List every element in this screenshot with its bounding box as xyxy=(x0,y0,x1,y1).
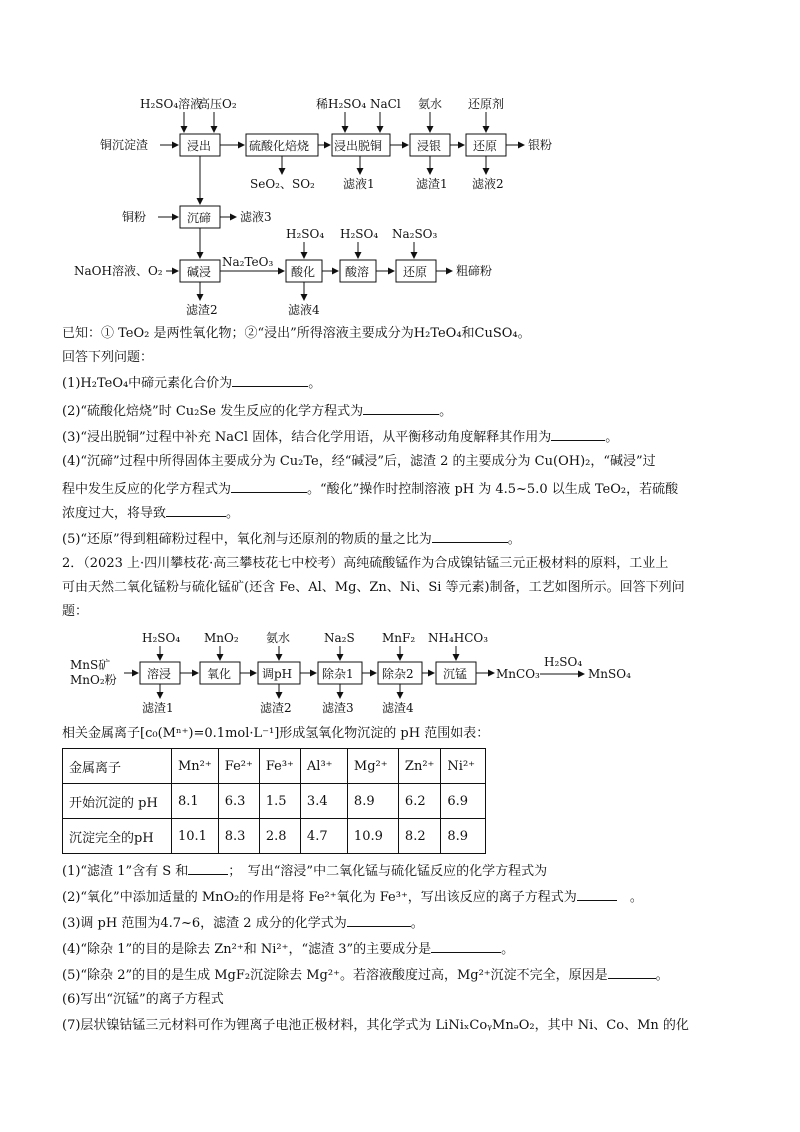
q2-item-2-text: (2)“氧化”中添加适量的 MnO₂的作用是将 Fe²⁺氧化为 Fe³⁺，写出该反应的离子方程式为 xyxy=(62,890,577,905)
answer-blank[interactable] xyxy=(551,428,605,441)
reagent-h2so4-solution: H₂SO₄溶液 xyxy=(140,97,203,111)
header-cell: Zn²⁺ xyxy=(398,749,440,784)
q1-known: 已知：① TeO₂ 是两性氧化物；②“浸出”所得溶液主要成分为H₂TeO₄和CuSO₄。 xyxy=(62,326,531,341)
reagent-ammonia: 氨水 xyxy=(418,97,443,111)
row-label: 沉淀完全的pH xyxy=(63,819,172,854)
q1-item-1 xyxy=(62,374,742,392)
q1-item-5-text: (5)“还原”得到粗碲粉过程中，氧化剂与还原剂的物质的量之比为 xyxy=(62,532,432,547)
flow1-product: 银粉 xyxy=(528,138,553,152)
reagent-copper-powder: 铜粉 xyxy=(122,210,147,224)
flowchart-tellurium xyxy=(0,90,800,320)
answer-blank[interactable] xyxy=(232,374,308,387)
q1-item-4-text: (4)“沉碲”过程中所得固体主要成分为 Cu₂Te，经“碱浸”后，滤渣 2 的主要成分为 Cu(OH)₂，“碱浸”过 xyxy=(62,454,656,469)
q2-item-7 xyxy=(62,1018,742,1034)
table-row xyxy=(63,784,486,819)
q1-item-5 xyxy=(62,530,742,548)
byproduct-filtrate-3: 滤液3 xyxy=(240,210,272,224)
intermediate-na2teo3: Na₂TeO₃ xyxy=(222,255,274,269)
q2-item-1-cont: ； 写出“溶浸”中二氧化锰与硫化锰反应的化学方程式为 xyxy=(228,864,548,879)
answer-blank[interactable] xyxy=(166,504,226,517)
step-leach-decopper: 浸出脱铜 xyxy=(334,139,383,153)
step-alkali-leach: 碱浸 xyxy=(187,265,212,279)
residue-1: 滤渣1 xyxy=(142,701,174,715)
step-reduce: 还原 xyxy=(473,139,498,153)
table-header-row xyxy=(63,749,486,784)
step-oxidize: 氧化 xyxy=(207,667,232,681)
residue-3: 滤渣3 xyxy=(322,701,354,715)
header-cell: Al³⁺ xyxy=(300,749,347,784)
byproduct-filtrate-4: 滤液4 xyxy=(288,303,320,317)
reagent-mnf2: MnF₂ xyxy=(382,631,416,645)
table-cell: 6.3 xyxy=(218,784,259,819)
q1-item-4 xyxy=(62,454,742,470)
q1-intro: 回答下列问题： xyxy=(62,350,154,365)
feed-mno2-powder: MnO₂粉 xyxy=(70,673,117,687)
q2-item-4-text: (4)“除杂 1”的目的是除去 Zn²⁺和 Ni²⁺，“滤渣 3”的主要成分是 xyxy=(62,942,432,957)
byproduct-residue-2: 滤渣2 xyxy=(186,303,218,317)
step-precipitate-te: 沉碲 xyxy=(187,211,212,225)
table-cell: 1.5 xyxy=(259,784,300,819)
table-cell: 4.7 xyxy=(300,819,347,854)
step-precipitate-mn: 沉锰 xyxy=(443,667,468,681)
reagent-nh4hco3: NH₄HCO₃ xyxy=(428,631,489,645)
table-cell: 8.2 xyxy=(398,819,440,854)
q2-item-3-end: 。 xyxy=(410,916,424,931)
q1-item-4c-end: 。 xyxy=(226,506,240,521)
q1-item-3-text: (3)“浸出脱铜”过程中补充 NaCl 固体，结合化学用语，从平衡移动角度解释其作用为 xyxy=(62,430,552,445)
residue-4: 滤渣4 xyxy=(382,701,414,715)
q1-item-3-end: 。 xyxy=(605,430,619,445)
reagent-na2so3: Na₂SO₃ xyxy=(392,227,438,241)
arrow-reagent-h2so4: H₂SO₄ xyxy=(544,655,583,669)
table-cell: 8.9 xyxy=(441,819,486,854)
residue-2: 滤渣2 xyxy=(260,701,292,715)
q2-item-2-end: 。 xyxy=(616,890,643,905)
step-remove-1: 除杂1 xyxy=(322,667,354,681)
reagent-mno2: MnO₂ xyxy=(204,631,239,645)
table-cell: 8.1 xyxy=(172,784,219,819)
reagent-nacl: NaCl xyxy=(370,97,401,111)
q2-item-6 xyxy=(62,992,742,1008)
reagent-h2so4-acidify: H₂SO₄ xyxy=(286,227,325,241)
byproduct-residue-1: 滤渣1 xyxy=(416,177,448,191)
ph-range-table xyxy=(62,748,486,854)
reagent-ammonia-water: 氨水 xyxy=(266,631,291,645)
table-cell: 10.9 xyxy=(347,819,398,854)
intermediate-mnco3: MnCO₃ xyxy=(496,667,540,681)
byproduct-filtrate-2: 滤液2 xyxy=(472,177,504,191)
q1-item-2-end: 。 xyxy=(439,404,453,419)
q2-item-5-end: 。 xyxy=(655,968,669,983)
reagent-h2so4-dissolve: H₂SO₄ xyxy=(340,227,379,241)
q2-item-1 xyxy=(62,862,742,880)
q1-item-4c-text: 浓度过大，将导致 xyxy=(62,506,167,521)
answer-blank[interactable] xyxy=(432,530,508,543)
reagent-high-pressure-o2: 高压O₂ xyxy=(198,97,237,111)
q2-item-2 xyxy=(62,888,742,906)
final-product-mnso4: MnSO₄ xyxy=(588,667,631,681)
header-cell: Fe³⁺ xyxy=(259,749,300,784)
step-sulfation-roast: 硫酸化焙烧 xyxy=(249,139,310,153)
reagent-h2so4: H₂SO₄ xyxy=(142,631,181,645)
flowchart-manganese xyxy=(0,622,800,718)
q2-header-line3: 题： xyxy=(62,604,89,619)
step-adjust-ph: 调pH xyxy=(262,667,293,681)
q1-item-2-text: (2)“硫酸化焙烧”时 Cu₂Se 发生反应的化学方程式为 xyxy=(62,404,364,419)
answer-blank[interactable] xyxy=(363,402,439,415)
header-cell: 金属离子 xyxy=(63,749,172,784)
q2-header-line1: 2．（2023 上·四川攀枝花·高三攀枝花七中校考）高纯硫酸锰作为合成镍钴锰三元正极材料的原料，工业上 xyxy=(62,556,669,571)
q2-item-4-end: 。 xyxy=(501,942,515,957)
flowchart-manganese-svg xyxy=(0,622,800,718)
reagent-dilute-h2so4: 稀H₂SO₄ xyxy=(316,97,367,111)
step-acid-dissolve: 酸溶 xyxy=(345,265,370,279)
answer-blank[interactable] xyxy=(431,940,501,953)
q2-item-5 xyxy=(62,966,742,984)
header-cell: Fe²⁺ xyxy=(218,749,259,784)
step-dissolve: 溶浸 xyxy=(147,667,172,681)
reagent-reductant: 还原剂 xyxy=(468,97,505,111)
step-acidify: 酸化 xyxy=(291,265,316,279)
step-reduce-2: 还原 xyxy=(403,265,428,279)
byproduct-filtrate-1: 滤液1 xyxy=(343,177,375,191)
q2-item-5-text: (5)“除杂 2”的目的是生成 MgF₂沉淀除去 Mg²⁺。若溶液酸度过高，Mg²⁺沉淀不完全，原因是 xyxy=(62,968,608,983)
q2-item-3-text: (3)调 pH 范围为4.7~6，滤渣 2 成分的化学式为 xyxy=(62,916,347,931)
table-cell: 10.1 xyxy=(172,819,219,854)
table-cell: 3.4 xyxy=(300,784,347,819)
q1-item-2 xyxy=(62,402,742,420)
q2-item-3 xyxy=(62,914,742,932)
header-cell: Mg²⁺ xyxy=(347,749,398,784)
step-remove-2: 除杂2 xyxy=(382,667,414,681)
answer-blank[interactable] xyxy=(577,888,617,901)
table-cell: 6.9 xyxy=(441,784,486,819)
flowchart-tellurium-svg xyxy=(0,90,800,320)
header-cell: Ni²⁺ xyxy=(441,749,486,784)
q2-item-6-text: (6)写出“沉锰”的离子方程式 xyxy=(62,992,224,1007)
table-cell: 6.2 xyxy=(398,784,440,819)
table-cell: 2.8 xyxy=(259,819,300,854)
reagent-na2s: Na₂S xyxy=(324,631,355,645)
step-silver-leach: 浸银 xyxy=(417,139,442,153)
flow1-feed: 铜沉淀渣 xyxy=(100,138,149,152)
table-cell: 8.9 xyxy=(347,784,398,819)
reagent-naoh-o2: NaOH溶液、O₂ xyxy=(74,264,163,278)
answer-blank[interactable] xyxy=(347,914,411,927)
q1-item-4b-cont: 。“酸化”操作时控制溶液 pH 为 4.5~5.0 以生成 TeO₂，若硫酸 xyxy=(307,482,679,497)
answer-blank[interactable] xyxy=(231,480,307,493)
q2-item-7-text: (7)层状镍钴锰三元材料可作为锂离子电池正极材料，其化学式为 LiNiₓCoᵧMnₔO₂，其中 Ni、Co、Mn 的化 xyxy=(62,1018,689,1033)
byproduct-seo2-so2: SeO₂、SO₂ xyxy=(250,177,315,191)
q1-item-4c xyxy=(62,504,742,522)
header-cell: Mn²⁺ xyxy=(172,749,219,784)
q1-item-4b xyxy=(62,480,742,498)
feed-mns-ore: MnS矿 xyxy=(70,658,111,672)
q1-item-1-end: 。 xyxy=(308,376,322,391)
table-caption: 相关金属离子[c₀(Mⁿ⁺)=0.1mol·L⁻¹]形成氢氧化物沉淀的 pH 范围如表： xyxy=(62,726,490,741)
row-label: 开始沉淀的 pH xyxy=(63,784,172,819)
q2-item-4 xyxy=(62,940,742,958)
q2-item-1-text: (1)“滤渣 1”含有 S 和 xyxy=(62,864,189,879)
table-cell: 8.3 xyxy=(218,819,259,854)
q2-header-line2: 可由天然二氧化锰粉与硫化锰矿(还含 Fe、Al、Mg、Zn、Ni、Si 等元素)制备，工艺如图所示。回答下列问 xyxy=(62,580,685,595)
q1-item-1-text: (1)H₂TeO₄中碲元素化合价为 xyxy=(62,376,233,391)
q1-item-4b-text: 程中发生反应的化学方程式为 xyxy=(62,482,232,497)
answer-blank[interactable] xyxy=(188,862,228,875)
q1-item-3 xyxy=(62,428,742,446)
table-row xyxy=(63,819,486,854)
q1-item-5-end: 。 xyxy=(507,532,521,547)
step-leach: 浸出 xyxy=(187,139,212,153)
answer-blank[interactable] xyxy=(608,966,656,979)
flow1-row2-product: 粗碲粉 xyxy=(456,264,493,278)
